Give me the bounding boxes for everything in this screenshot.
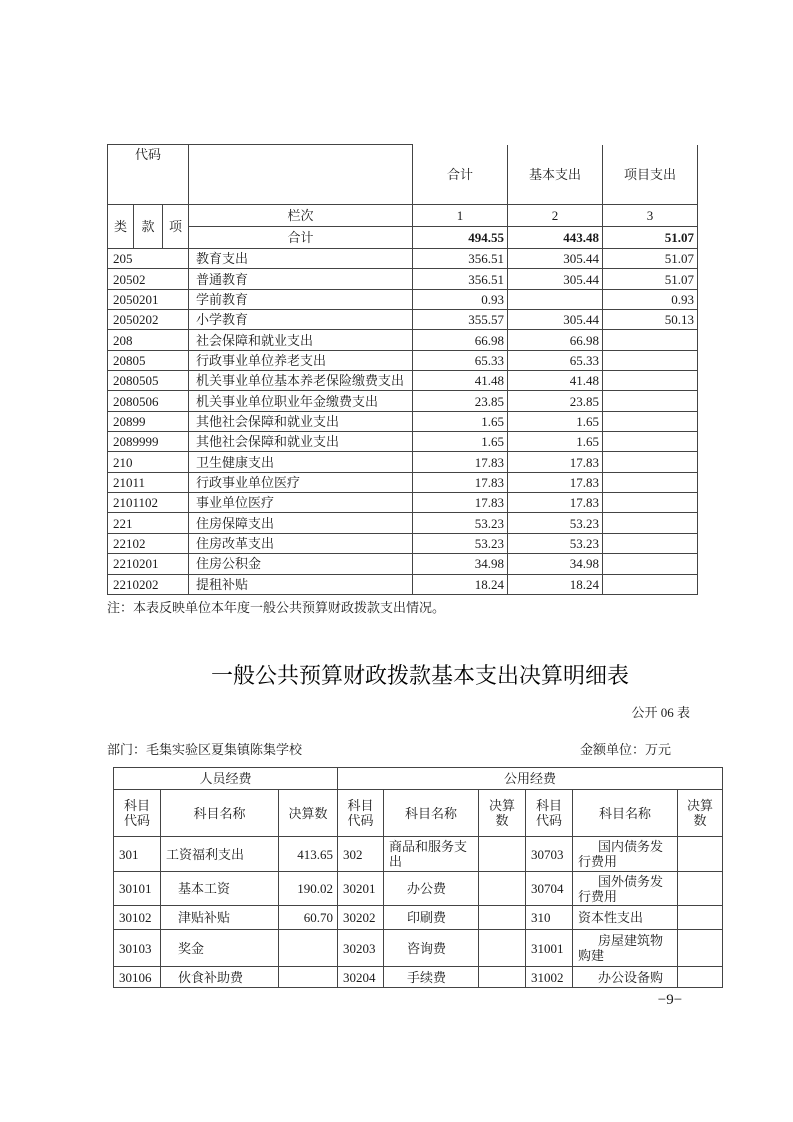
project-cell <box>603 554 698 574</box>
header-xiang: 项 <box>163 205 189 249</box>
basic-cell: 41.48 <box>508 371 603 391</box>
name-cell: 机关事业单位职业年金缴费支出 <box>189 391 413 411</box>
code-cell: 208 <box>108 330 189 350</box>
project-cell <box>603 574 698 594</box>
table-row <box>108 269 698 289</box>
project-cell <box>603 493 698 513</box>
table-row <box>108 574 698 594</box>
code-cell: 2080505 <box>108 371 189 391</box>
project-cell <box>603 533 698 553</box>
code-cell: 2050201 <box>108 289 189 309</box>
personnel-amount-cell <box>279 967 338 988</box>
project-cell <box>603 391 698 411</box>
name-cell: 教育支出 <box>189 249 413 269</box>
header-lei: 类 <box>108 205 134 249</box>
column-number-1: 1 <box>413 205 508 227</box>
amount-unit-label: 金额单位：万元 <box>580 742 672 757</box>
header-subject-code: 科目代码 <box>526 790 573 837</box>
project-cell: 0.93 <box>603 289 698 309</box>
public-name-cell: 商品和服务支出 <box>384 837 479 872</box>
public-amount-cell <box>479 967 526 988</box>
name-cell: 卫生健康支出 <box>189 452 413 472</box>
public-name-cell: 国外债务发行费用 <box>573 872 678 906</box>
name-cell: 提租补贴 <box>189 574 413 594</box>
basic-cell: 66.98 <box>508 330 603 350</box>
basic-cell: 17.83 <box>508 452 603 472</box>
code-cell: 205 <box>108 249 189 269</box>
table-row <box>108 289 698 309</box>
public-code-cell: 302 <box>338 837 384 872</box>
total-cell: 65.33 <box>413 350 508 370</box>
total-row <box>108 227 698 249</box>
header-lanci: 栏次 <box>189 205 413 227</box>
code-cell: 22102 <box>108 533 189 553</box>
total-cell: 66.98 <box>413 330 508 350</box>
basic-cell: 305.44 <box>508 310 603 330</box>
public-code-cell: 30203 <box>338 930 384 967</box>
name-cell: 社会保障和就业支出 <box>189 330 413 350</box>
project-cell: 51.07 <box>603 249 698 269</box>
total-cell: 23.85 <box>413 391 508 411</box>
personnel-name-cell: 基本工资 <box>161 872 279 906</box>
total-cell: 17.83 <box>413 452 508 472</box>
header-subject-code: 科目代码 <box>114 790 161 837</box>
table-row <box>108 554 698 574</box>
basic-cell: 17.83 <box>508 472 603 492</box>
header-subject-name: 科目名称 <box>384 790 479 837</box>
header-subject-name: 科目名称 <box>161 790 279 837</box>
total-cell: 356.51 <box>413 249 508 269</box>
public-amount-cell <box>678 967 723 988</box>
total-cell: 1.65 <box>413 432 508 452</box>
project-cell <box>603 330 698 350</box>
table-row <box>114 967 723 988</box>
personnel-name-cell: 工资福利支出 <box>161 837 279 872</box>
department-label: 部门：毛集实验区夏集镇陈集学校 <box>107 742 303 757</box>
table-row <box>114 930 723 967</box>
project-cell <box>603 411 698 431</box>
table-row <box>108 493 698 513</box>
expenditure-by-function-table <box>107 144 698 595</box>
header-project: 项目支出 <box>603 145 698 205</box>
personnel-code-cell: 30101 <box>114 872 161 906</box>
total-row-project: 51.07 <box>603 227 698 249</box>
table-row <box>108 432 698 452</box>
personnel-code-cell: 30102 <box>114 906 161 930</box>
public-code-cell: 30704 <box>526 872 573 906</box>
header-row <box>108 145 698 205</box>
basic-cell: 1.65 <box>508 411 603 431</box>
public-name-cell: 国内债务发行费用 <box>573 837 678 872</box>
public-code-cell: 30201 <box>338 872 384 906</box>
name-cell: 小学教育 <box>189 310 413 330</box>
total-row-label: 合计 <box>189 227 413 249</box>
basic-cell <box>508 289 603 309</box>
table-body <box>114 837 723 988</box>
personnel-name-cell: 奖金 <box>161 930 279 967</box>
table-row <box>108 350 698 370</box>
public-amount-cell <box>678 906 723 930</box>
public-amount-cell <box>479 872 526 906</box>
personnel-name-cell: 伙食补助费 <box>161 967 279 988</box>
code-cell: 2050202 <box>108 310 189 330</box>
header-basic: 基本支出 <box>508 145 603 205</box>
name-cell: 事业单位医疗 <box>189 493 413 513</box>
public-code-cell: 30202 <box>338 906 384 930</box>
public-name-cell: 办公设备购 <box>573 967 678 988</box>
name-cell: 其他社会保障和就业支出 <box>189 432 413 452</box>
total-cell: 17.83 <box>413 472 508 492</box>
personnel-code-cell: 30103 <box>114 930 161 967</box>
name-cell: 机关事业单位基本养老保险缴费支出 <box>189 371 413 391</box>
project-cell <box>603 350 698 370</box>
total-cell: 41.48 <box>413 371 508 391</box>
basic-cell: 17.83 <box>508 493 603 513</box>
public-amount-cell <box>479 906 526 930</box>
project-cell <box>603 371 698 391</box>
table-row <box>114 906 723 930</box>
header-kuan: 款 <box>134 205 163 249</box>
code-cell: 2080506 <box>108 391 189 411</box>
table-id: 公开 06 表 <box>631 705 690 720</box>
header-amount: 决算数 <box>279 790 338 837</box>
personnel-name-cell: 津贴补贴 <box>161 906 279 930</box>
code-cell: 2210201 <box>108 554 189 574</box>
code-cell: 21011 <box>108 472 189 492</box>
table-row <box>108 391 698 411</box>
basic-expenditure-detail-table <box>113 767 723 988</box>
name-cell: 住房改革支出 <box>189 533 413 553</box>
public-amount-cell <box>678 872 723 906</box>
table-body <box>108 249 698 595</box>
public-code-cell: 31001 <box>526 930 573 967</box>
code-cell: 20502 <box>108 269 189 289</box>
personnel-code-cell: 30106 <box>114 967 161 988</box>
group-public: 公用经费 <box>338 768 723 790</box>
public-name-cell: 房屋建筑物购建 <box>573 930 678 967</box>
personnel-amount-cell: 190.02 <box>279 872 338 906</box>
project-cell <box>603 452 698 472</box>
public-amount-cell <box>678 930 723 967</box>
code-cell: 2210202 <box>108 574 189 594</box>
public-name-cell: 办公费 <box>384 872 479 906</box>
code-cell: 210 <box>108 452 189 472</box>
table-row <box>108 533 698 553</box>
group-header-row <box>114 768 723 790</box>
name-cell: 行政事业单位养老支出 <box>189 350 413 370</box>
code-cell: 2101102 <box>108 493 189 513</box>
code-cell: 221 <box>108 513 189 533</box>
personnel-amount-cell: 60.70 <box>279 906 338 930</box>
project-cell <box>603 513 698 533</box>
name-cell: 住房保障支出 <box>189 513 413 533</box>
basic-cell: 53.23 <box>508 513 603 533</box>
personnel-amount-cell: 413.65 <box>279 837 338 872</box>
public-amount-cell <box>479 930 526 967</box>
basic-cell: 34.98 <box>508 554 603 574</box>
personnel-amount-cell <box>279 930 338 967</box>
table-row <box>108 330 698 350</box>
header-name-blank <box>189 145 413 205</box>
name-cell: 其他社会保障和就业支出 <box>189 411 413 431</box>
name-cell: 学前教育 <box>189 289 413 309</box>
total-cell: 53.23 <box>413 533 508 553</box>
public-code-cell: 30204 <box>338 967 384 988</box>
group-personnel: 人员经费 <box>114 768 338 790</box>
basic-cell: 18.24 <box>508 574 603 594</box>
table-row <box>108 249 698 269</box>
total-cell: 1.65 <box>413 411 508 431</box>
basic-cell: 1.65 <box>508 432 603 452</box>
total-cell: 0.93 <box>413 289 508 309</box>
total-row-basic: 443.48 <box>508 227 603 249</box>
basic-cell: 65.33 <box>508 350 603 370</box>
header-amount: 决算数 <box>479 790 526 837</box>
total-cell: 34.98 <box>413 554 508 574</box>
basic-cell: 305.44 <box>508 249 603 269</box>
column-number-row <box>108 205 698 227</box>
basic-cell: 53.23 <box>508 533 603 553</box>
table-row <box>108 310 698 330</box>
project-cell: 51.07 <box>603 269 698 289</box>
basic-cell: 305.44 <box>508 269 603 289</box>
name-cell: 住房公积金 <box>189 554 413 574</box>
code-cell: 2089999 <box>108 432 189 452</box>
public-amount-cell <box>479 837 526 872</box>
total-cell: 17.83 <box>413 493 508 513</box>
name-cell: 普通教育 <box>189 269 413 289</box>
basic-cell: 23.85 <box>508 391 603 411</box>
project-cell <box>603 432 698 452</box>
name-cell: 行政事业单位医疗 <box>189 472 413 492</box>
page-number: −9− <box>657 992 683 1008</box>
section-title: 一般公共预算财政拨款基本支出决算明细表 <box>210 663 629 688</box>
header-total: 合计 <box>413 145 508 205</box>
column-number-3: 3 <box>603 205 698 227</box>
table-row <box>108 513 698 533</box>
header-subject-code: 科目代码 <box>338 790 384 837</box>
table-row <box>108 472 698 492</box>
column-number-2: 2 <box>508 205 603 227</box>
header-amount: 决算数 <box>678 790 723 837</box>
public-code-cell: 310 <box>526 906 573 930</box>
public-name-cell: 资本性支出 <box>573 906 678 930</box>
table-row <box>108 452 698 472</box>
table-row <box>108 371 698 391</box>
public-name-cell: 咨询费 <box>384 930 479 967</box>
public-code-cell: 31002 <box>526 967 573 988</box>
header-subject-name: 科目名称 <box>573 790 678 837</box>
total-cell: 18.24 <box>413 574 508 594</box>
public-code-cell: 30703 <box>526 837 573 872</box>
code-cell: 20899 <box>108 411 189 431</box>
header-code: 代码 <box>108 145 189 205</box>
project-cell: 50.13 <box>603 310 698 330</box>
public-name-cell: 手续费 <box>384 967 479 988</box>
column-header-row <box>114 790 723 837</box>
public-name-cell: 印刷费 <box>384 906 479 930</box>
personnel-code-cell: 301 <box>114 837 161 872</box>
project-cell <box>603 472 698 492</box>
code-cell: 20805 <box>108 350 189 370</box>
total-row-total: 494.55 <box>413 227 508 249</box>
table-row <box>108 411 698 431</box>
total-cell: 355.57 <box>413 310 508 330</box>
table-row <box>114 872 723 906</box>
total-cell: 53.23 <box>413 513 508 533</box>
table-note: 注：本表反映单位本年度一般公共预算财政拨款支出情况。 <box>107 600 446 615</box>
table-row <box>114 837 723 872</box>
public-amount-cell <box>678 837 723 872</box>
total-cell: 356.51 <box>413 269 508 289</box>
